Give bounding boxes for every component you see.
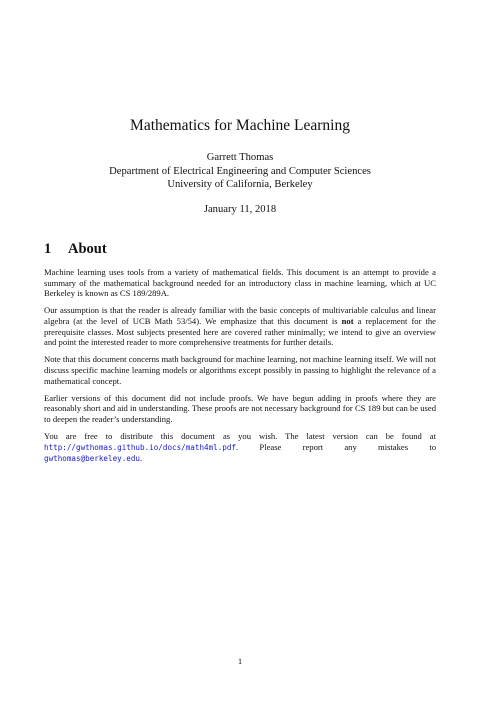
- paragraph-text: .: [140, 453, 143, 464]
- page-number: 1: [237, 656, 243, 666]
- paragraph-proofs: Earlier versions of this document did not include proofs. We have begun adding in proofs where they are reasonably short and aid in understanding. These proofs are not necessary background for CS 189 but can be used to deepen the reader’s understanding.: [44, 392, 436, 424]
- section-body: [44, 267, 436, 471]
- paragraph-text: . Please report any mistakes to: [236, 441, 436, 452]
- paragraph-text: You are free to distribute this document as you wish. The latest version can be found at: [44, 431, 436, 442]
- paragraph-intro: Machine learning uses tools from a variety of mathematical fields. This document is an attempt to provide a summary of the mathematical background needed for an introductory class in machine learning, which at UC Berkeley is known as CS 189/289A.: [44, 267, 436, 299]
- paragraph-text: a replacement for the prerequisite classes. Most subjects presented here are covered rather minimally; we intend to give an overview and point the interested reader to more comprehensive treatments for further details.: [44, 315, 436, 348]
- paragraph-scope: Note that this document concerns math background for machine learning, not machine learning itself. We will not discuss specific machine learning models or algorithms except possibly in passing to highlight the relevance of a mathematical concept.: [44, 354, 436, 386]
- paragraph-distribution: [44, 431, 436, 465]
- section-number: 1: [44, 241, 52, 257]
- document-url-link[interactable]: http://gwthomas.github.io/docs/math4ml.pdf: [44, 442, 237, 452]
- author-university: University of California, Berkeley: [167, 179, 313, 191]
- author-department: Department of Electrical Engineering and Computer Sciences: [109, 165, 371, 177]
- section-heading: [44, 240, 107, 258]
- emphasis-not: not: [341, 315, 354, 326]
- document-date: January 11, 2018: [203, 204, 277, 215]
- email-link[interactable]: gwthomas@berkeley.edu: [44, 454, 141, 464]
- author-block: [0, 151, 480, 192]
- section-title: About: [68, 241, 107, 257]
- paragraph-assumption: [44, 305, 436, 347]
- author-name: Garrett Thomas: [206, 152, 274, 163]
- paragraph-text: Our assumption is that the reader is already familiar with the basic concepts of multivariable calculus and linear algebra (at the level of UCB Math 53/54). We emphasize that this document is: [44, 305, 436, 326]
- document-title: Mathematics for Machine Learning: [130, 117, 350, 134]
